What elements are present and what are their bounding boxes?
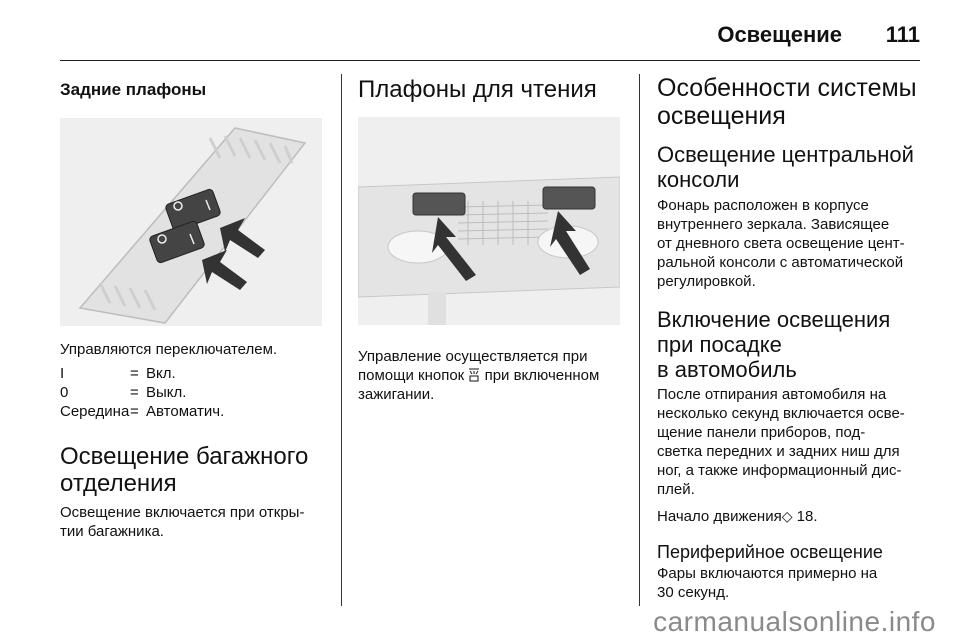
page-number: 111 <box>885 22 920 47</box>
start-driving-ref[interactable] <box>657 507 922 526</box>
text-line: плей. <box>657 481 695 498</box>
page-header <box>60 10 920 61</box>
text-line: Фары включаются примерно на <box>657 565 878 582</box>
text-line: регулировкой. <box>657 273 756 290</box>
rear-light-illustration <box>60 118 322 326</box>
rear-lights-caption: Управляются переключателем. <box>60 341 278 358</box>
console-light-text <box>657 196 922 291</box>
text-line: После отпирания автомобиля на <box>657 386 887 403</box>
trunk-heading-line2: отделения <box>60 470 177 497</box>
perimeter-light-text <box>657 564 922 602</box>
trunk-text-line2: тии багажника. <box>60 523 164 540</box>
console-heading-line2: консоли <box>657 167 740 192</box>
switch-value: Выкл. <box>146 384 187 401</box>
column-lighting-features <box>657 74 922 602</box>
reference-arrow-icon: ◇ <box>781 508 793 524</box>
entry-light-text <box>657 385 922 499</box>
text-line: щение панели приборов, под- <box>657 424 866 441</box>
trunk-text-line1: Освещение включается при откры- <box>60 504 305 521</box>
console-light-heading <box>657 142 922 192</box>
rear-lights-heading: Задние плафоны <box>60 80 207 99</box>
reading-light-illustration <box>358 117 620 325</box>
reading-text-line2a: помощи кнопок <box>358 367 465 384</box>
entry-heading-line3: в автомобиль <box>657 357 797 382</box>
switch-eq: = <box>130 365 139 382</box>
console-heading-line1: Освещение центральной <box>657 142 914 167</box>
reading-text-line2b: при включенном <box>484 367 600 384</box>
text-line: Фонарь расположен в корпусе <box>657 197 869 214</box>
entry-heading-line1: Включение освещения <box>657 307 891 332</box>
switch-key: Середина <box>60 403 130 420</box>
switch-position-table <box>60 364 330 421</box>
features-heading-line2: освещения <box>657 102 786 130</box>
watermark: carmanualsonline.info <box>653 606 936 637</box>
text-line: светка передних и задних ниш для <box>657 443 900 460</box>
rear-light-figure <box>60 118 322 326</box>
switch-eq: = <box>130 384 139 401</box>
text-line: несколько секунд включается осве- <box>657 405 905 422</box>
reading-lights-heading: Плафоны для чтения <box>358 76 597 103</box>
entry-heading-line2: при посадке <box>657 332 782 357</box>
reading-lights-text <box>358 347 624 404</box>
switch-value: Автоматич. <box>146 403 225 420</box>
reading-text-line3: зажигании. <box>358 386 435 403</box>
section-title: Освещение <box>717 22 842 47</box>
trunk-light-heading <box>60 443 330 497</box>
column-rear-lights <box>60 74 330 541</box>
switch-key: 0 <box>60 384 69 401</box>
column-divider-2 <box>639 74 640 606</box>
features-heading-line1: Особенности системы <box>657 74 917 102</box>
reading-text-line1: Управление осуществляется при <box>358 348 588 365</box>
text-line: 30 секунд. <box>657 584 730 601</box>
reading-light-icon <box>468 368 480 382</box>
trunk-light-text <box>60 503 330 541</box>
switch-eq: = <box>130 403 139 420</box>
features-heading <box>657 74 922 130</box>
column-reading-lights <box>358 74 624 404</box>
perimeter-light-heading: Периферийное освещение <box>657 542 883 562</box>
entry-light-heading <box>657 307 922 382</box>
text-line: внутреннего зеркала. Зависящее <box>657 216 890 233</box>
text-line: от дневного света освещение цент- <box>657 235 905 252</box>
reading-light-figure <box>358 117 620 325</box>
trunk-heading-line1: Освещение багажного <box>60 443 309 470</box>
text-line: ральной консоли с автоматической <box>657 254 904 271</box>
column-divider-1 <box>341 74 342 606</box>
switch-value: Вкл. <box>146 365 176 382</box>
ref-label: Начало движения <box>657 508 782 525</box>
switch-key: I <box>60 365 65 382</box>
ref-page: 18. <box>796 508 818 525</box>
text-line: ног, а также информационный дис- <box>657 462 902 479</box>
